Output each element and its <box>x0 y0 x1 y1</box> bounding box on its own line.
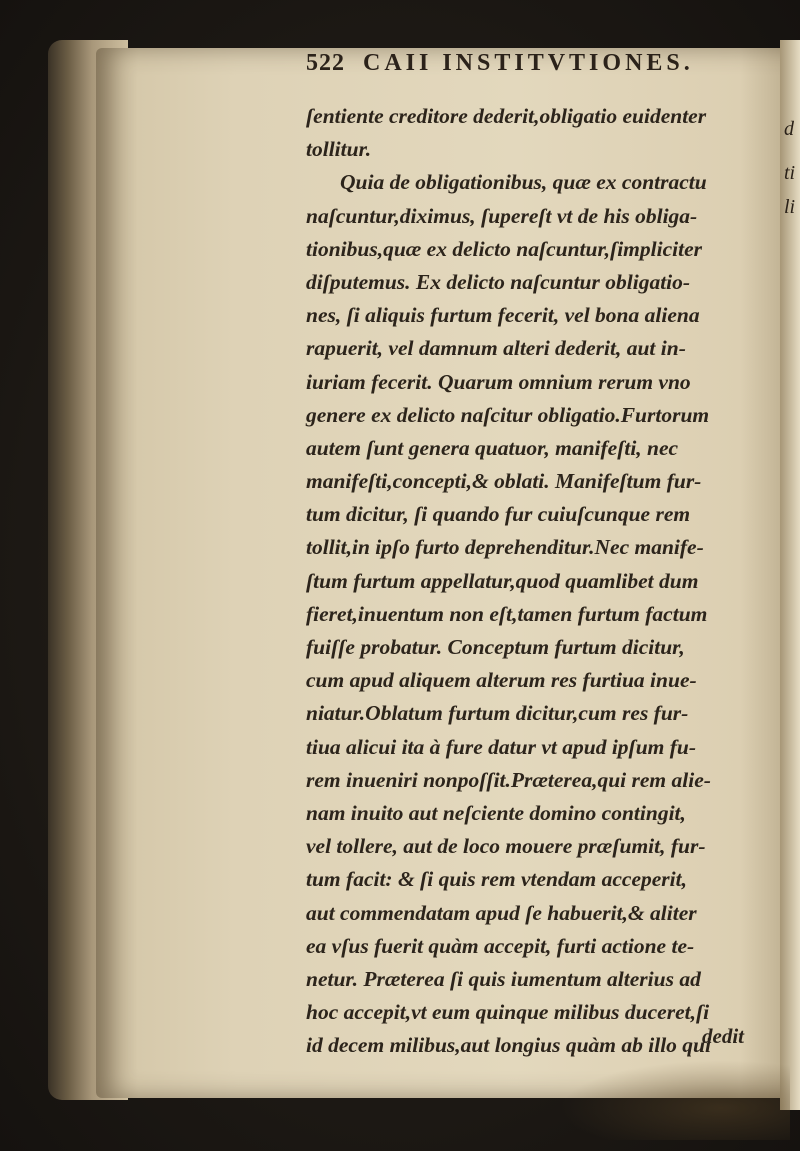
text-line: genere ex delicto naſcitur obligatio.Furtorum <box>306 402 710 427</box>
text-line: autem ſunt genera quatuor, manifeſti, nec <box>306 435 679 460</box>
text-line: cum apud aliquem alterum res furtiua inue- <box>306 668 697 693</box>
running-title: CAII INSTITVTIONES. <box>363 50 694 76</box>
text-line: vel tollere, aut de loco mouere præſumit, fur- <box>306 834 706 859</box>
running-header <box>306 50 766 90</box>
facing-page-fragment: d <box>784 118 794 140</box>
text-line: fieret,inuentum non eſt,tamen furtum factum <box>306 601 708 626</box>
text-line: id decem milibus,aut longius quàm ab illo qui <box>306 1033 711 1058</box>
text-line: aut commendatam apud ſe habuerit,& aliter <box>306 900 697 925</box>
body-text <box>306 100 776 1062</box>
text-line: rem inueniri nonpoſſit.Præterea,qui rem alie- <box>306 767 711 792</box>
text-line: rapuerit, vel damnum alteri dederit, aut in- <box>306 336 686 361</box>
text-line: niatur.Oblatum furtum dicitur,cum res fur- <box>306 701 689 726</box>
text-line: tiua alicui ita à fure datur vt apud ipſum fu- <box>306 734 697 759</box>
catchword: dedit <box>702 1024 744 1048</box>
facing-page-fragment: li <box>784 196 796 218</box>
text-line: ea vſus fuerit quàm accepit, furti actione te- <box>306 933 695 958</box>
text-line: manifeſti,concepti,& oblati. Manifeſtum fur- <box>306 469 702 494</box>
text-line: tollitur. <box>306 137 372 162</box>
text-line: fuiſſe probatur. Conceptum furtum dicitur, <box>306 635 685 659</box>
paper-stain <box>560 1060 790 1140</box>
text-line: diſputemus. Ex delicto naſcuntur obligatio- <box>306 269 691 294</box>
facing-page-edge <box>780 40 800 1110</box>
text-line: iuriam fecerit. Quarum omnium rerum vno <box>306 369 691 394</box>
text-line: ſentiente creditore dederit,obligatio euidenter <box>306 104 707 128</box>
text-line: tum facit: & ſi quis rem vtendam acceperit, <box>306 867 687 892</box>
text-line: tollit,in ipſo furto deprehenditur.Nec manife- <box>306 535 704 560</box>
text-line: hoc accepit,vt eum quinque milibus duceret,ſi <box>306 1000 710 1025</box>
text-line: nes, ſi aliquis furtum fecerit, vel bona aliena <box>306 303 700 328</box>
text-line: tionibus,quæ ex delicto naſcuntur,ſimpliciter <box>306 236 702 261</box>
text-line: naſcuntur,diximus, ſupereſt vt de his obliga- <box>306 203 698 228</box>
text-line: netur. Præterea ſi quis iumentum alterius ad <box>306 966 701 991</box>
text-line: nam inuito aut neſciente domino contingit, <box>306 800 686 825</box>
text-line: tum dicitur, ſi quando fur cuiuſcunque rem <box>306 502 691 527</box>
text-line: Quia de obligationibus, quæ ex contractu <box>340 170 707 195</box>
page-number: 522 <box>306 50 345 76</box>
facing-page-fragment: ti <box>784 162 796 184</box>
text-line: ſtum furtum appellatur,quod quamlibet dum <box>306 568 699 593</box>
